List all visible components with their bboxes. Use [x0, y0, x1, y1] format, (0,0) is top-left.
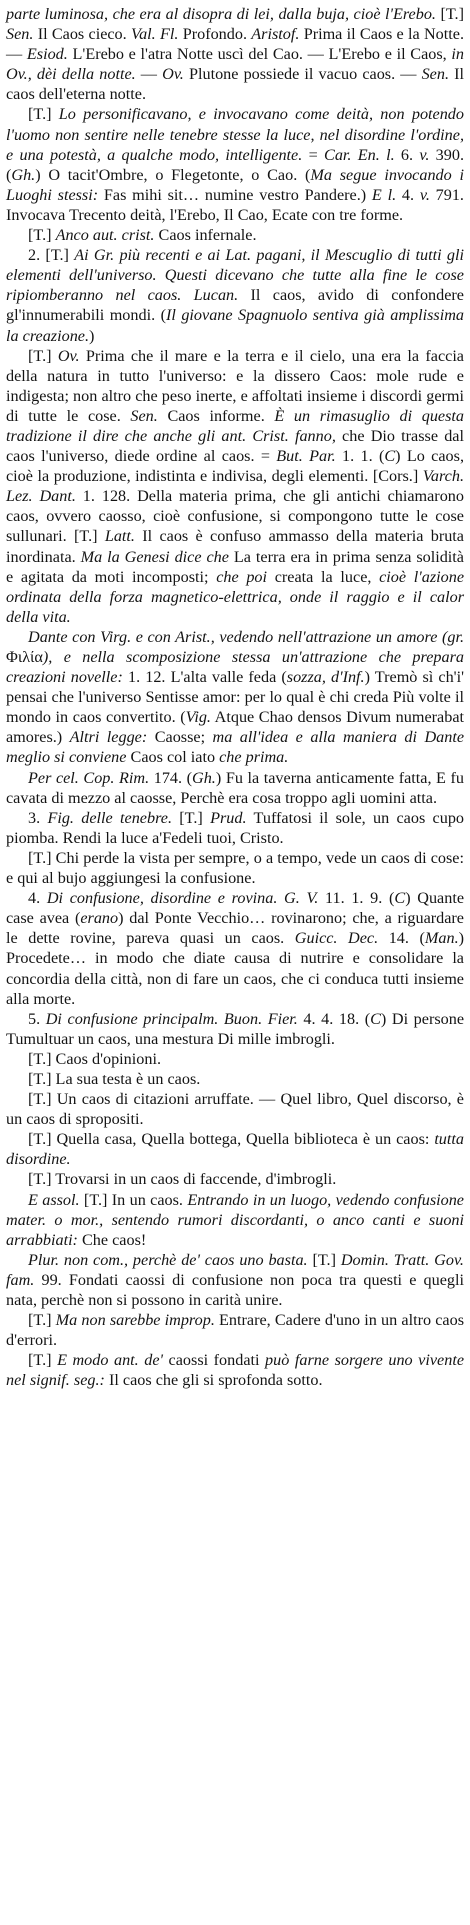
roman-text: [T.] In un caos. [79, 1190, 188, 1209]
italic-text: Aristof. [251, 25, 300, 44]
italic-text: Man. [424, 929, 459, 948]
roman-text: Il caos dell'eterna notte. [6, 65, 465, 104]
roman-text: Il caos è confuso ammasso della materia bruta inordinata. [6, 527, 464, 566]
italic-text: tutta disordine. [6, 1130, 464, 1169]
italic-text: Latt. [104, 527, 135, 546]
italic-text: Guicc. Dec. [294, 929, 379, 948]
entry-paragraph [6, 808, 464, 848]
roman-text: [T.] [28, 105, 59, 124]
italic-text: sozza, d'Inf. [286, 668, 365, 687]
roman-text: 14. ( [378, 929, 425, 948]
italic-text: E modo ant. de' [57, 1351, 164, 1370]
roman-text: [T.] [28, 226, 56, 245]
italic-text: Ai Gr. più recenti e ai Lat. pagani, il Mescuglio di tutti gli elementi dell'universo. Questi dicevano che tutte alla fine le cose ripiomberanno nel caos. Lucan. [6, 246, 465, 305]
roman-text: creata la luce, [267, 567, 380, 586]
roman-text: 5. [28, 1009, 46, 1028]
roman-text: La terra era in prima senza solidità e agitata da moti incomposti; [6, 547, 464, 586]
roman-text: 1. 1. ( [335, 447, 385, 466]
roman-text: = [302, 145, 325, 164]
entry-paragraph [6, 627, 464, 768]
entry-paragraph [6, 346, 464, 627]
italic-text: cioè l'azione ordinata della forza magnetico-elettrica, onde il raggio e il calor della vita. [6, 567, 464, 626]
italic-text: Vig. [185, 708, 211, 727]
roman-text: [T.] Quella casa, Quella bottega, Quella biblioteca è un caos: [28, 1130, 435, 1149]
italic-text: Ov. [162, 65, 184, 84]
roman-text: 99. Fondati caossi di confusione non poca tra questi e quegli nata, perchè non si possono in carità unire. [6, 1270, 464, 1309]
italic-text: Plur. non com., perchè de' caos uno basta. [28, 1250, 308, 1269]
roman-text: ) Procedete… in modo che diate causa di nutrire e consolidare la concordia della città, non di fare un caos, che ci conduca tutti insieme alla morte. [6, 929, 465, 1008]
roman-text: 4. [28, 889, 47, 908]
italic-text: può farne sorgere uno vivente nel signif. seg.: [6, 1351, 465, 1390]
roman-text: Il Caos cieco. [33, 25, 131, 44]
italic-text: in Ov., dèi della notte. [6, 45, 464, 84]
entry-paragraph [6, 1089, 464, 1129]
roman-text: 4. [396, 185, 420, 204]
italic-text: Di confusione principalm. Buon. Fier. [45, 1009, 298, 1028]
roman-text: ) Fu la taverna anticamente fatta, E fu cavata di mezzo al caosse, Perchè era cosa troppo agli uomini atta. [6, 768, 465, 807]
italic-text: Sen. [130, 406, 158, 425]
entry-paragraph [6, 1250, 464, 1310]
italic-text: Car. En. l. [324, 145, 395, 164]
roman-text: 11. 1. 9. ( [318, 889, 395, 908]
entry-paragraph [6, 1169, 464, 1189]
roman-text: Caos infernale. [154, 226, 257, 245]
roman-text: Il caos che gli si sprofonda sotto. [104, 1371, 323, 1390]
italic-text: È un rimasuglio di questa tradizione il dire che anche gli ant. Crist. fanno, [6, 406, 464, 445]
roman-text: [T.] [307, 1250, 341, 1269]
roman-text: Φιλία [6, 648, 43, 666]
italic-text: Anco aut. crist. [55, 226, 155, 245]
entry-paragraph [6, 1009, 464, 1049]
italic-text: che poi [216, 567, 268, 586]
roman-text: ) [89, 326, 95, 345]
italic-text: v. [419, 145, 430, 164]
roman-text: 2. [T.] [28, 246, 75, 265]
italic-text: che prima. [219, 748, 289, 767]
italic-text: Ma non sarebbe improp. [55, 1311, 215, 1330]
roman-text: Caos informe. [157, 406, 275, 425]
roman-text: [T.] La sua testa è un caos. [28, 1069, 201, 1088]
roman-text: [T.] [28, 346, 58, 365]
italic-text: Prud. [210, 808, 247, 827]
italic-text: Per cel. Cop. Rim. [28, 768, 150, 787]
roman-text: Atque Chao densos Divum numerabat amores.) [6, 708, 464, 747]
entry-paragraph [6, 1129, 464, 1169]
roman-text: Profondo. [178, 25, 252, 44]
roman-text: 390. ( [6, 145, 465, 184]
roman-text: Tuffatosi il sole, un caos cupo piomba. Rendi la luce a'Fedeli tuoi, Cristo. [6, 808, 465, 847]
italic-text: Lo personificavano, e invocavano come deità, non potendo l'uomo non sentire nelle tenebre stesse la luce, nel disordine l'ordine, e una potestà, a qualche modo, intelligente. [6, 105, 464, 164]
roman-text: 791. Invocava Trecento deità, l'Erebo, Il Cao, Ecate con tre forme. [6, 185, 464, 224]
entry-paragraph [6, 104, 464, 225]
roman-text: [T.] [28, 1351, 58, 1370]
roman-text: Plutone possiede il vacuo caos. — [183, 65, 422, 84]
italic-text: Val. Fl. [130, 25, 179, 44]
italic-text: v. [419, 185, 430, 204]
entry-paragraph [6, 1350, 464, 1390]
roman-text: Prima che il mare e la terra e il cielo, una era la faccia della natura in tutto l'universo: e la dissero Caos: mole rude e indigesta; non altro che peso inerte, e affoltati insieme i discordi germi di tutte le cose. [6, 346, 464, 425]
italic-text: Ov. [57, 346, 80, 365]
roman-text: ) Tremò sì ch'i' pensai che l'universo Sentisse amor: per lo qual è chi creda Più volte il mondo in caos convertito. ( [6, 668, 465, 727]
roman-text: 6. [394, 145, 420, 164]
roman-text: L'Erebo e l'atra Notte uscì del Cao. — L'Erebo e il Caos, [67, 45, 452, 64]
roman-text: Il caos, avido di confondere gl'innumerabili mondi. ( [6, 286, 464, 325]
italic-text: Il giovane Spagnuolo sentiva già amplissima la creazione. [6, 306, 465, 345]
italic-text: Fig. delle tenebre. [47, 808, 172, 827]
italic-text: Altri legge: [69, 728, 148, 747]
entry-paragraph [6, 1310, 464, 1350]
italic-text: C [370, 1009, 381, 1028]
entry-paragraph [6, 1190, 464, 1250]
italic-text: Entrando in un luogo, vedendo confusione mater. o mor., sentendo rumori discordanti, o anco canti e suoni arrabbiati: [6, 1190, 464, 1249]
italic-text: E assol. [28, 1190, 80, 1209]
italic-text: ), e nella scomposizione stessa un'attrazione che prepara creazioni novelle: [6, 648, 464, 687]
italic-text: parte luminosa, che era al disopra di lei, dalla buja, cioè l'Erebo. [6, 5, 441, 23]
italic-text: Esiod. [26, 45, 68, 64]
roman-text: [T.] [440, 5, 464, 23]
italic-text: erano [80, 909, 119, 928]
entry-paragraph [6, 1069, 464, 1089]
italic-text: Sen. [6, 25, 34, 44]
roman-text: ) Quante case avea ( [6, 889, 465, 928]
italic-text: Gh. [11, 165, 36, 184]
italic-text: Domin. Tratt. Gov. fam. [6, 1250, 464, 1289]
italic-text: Dante con Virg. e con Arist., vedendo nell'attrazione un amore (gr. [28, 627, 464, 646]
roman-text: [T.] Trovarsi in un caos di faccende, d'imbrogli. [28, 1170, 337, 1189]
italic-text: Varch. Lez. Dant. [6, 467, 464, 506]
italic-text: Gh. [192, 768, 216, 787]
italic-text: Sen. [421, 65, 449, 84]
roman-text: — [135, 65, 163, 84]
roman-text: ) Di persone Tumultuar un caos, una mestura Di mille imbrogli. [6, 1009, 465, 1048]
italic-text: Ma segue invocando i Luoghi stessi: [6, 165, 464, 204]
entry-paragraph [6, 245, 464, 345]
entry-paragraph [6, 768, 464, 808]
italic-text: Di confusione, disordine e rovina. G. V. [46, 889, 319, 908]
roman-text: [T.] Chi perde la vista per sempre, o a tempo, vede un caos di cose: e qui al bujo aggiungesi la confusione. [6, 848, 464, 888]
roman-text: ) O tacit'Ombre, o Flegetonte, o Cao. ( [35, 165, 311, 184]
entry-paragraph [6, 888, 464, 1009]
entry-paragraph [6, 1049, 464, 1069]
italic-text: C [384, 447, 396, 466]
roman-text: [T.] [28, 1311, 56, 1330]
roman-text: Prima il Caos e la Notte. — [6, 25, 464, 64]
roman-text: che Dio trasse dal caos l'universo, diede ordine al caos. = [6, 426, 464, 466]
entry-paragraph [6, 4, 464, 104]
roman-text: caossi fondati [163, 1351, 266, 1370]
italic-text: C [394, 889, 406, 908]
roman-text: [T.] Caos d'opinioni. [28, 1049, 162, 1068]
dictionary-entry-column [6, 4, 464, 1390]
entry-paragraph [6, 225, 464, 245]
italic-text: ma all'idea e alla maniera di Dante meglio si conviene [6, 728, 465, 767]
roman-text: 4. 4. 18. ( [297, 1009, 371, 1028]
italic-text: But. Par. [276, 447, 336, 466]
roman-text: Che caos! [77, 1230, 147, 1249]
roman-text: 174. ( [149, 768, 193, 787]
roman-text: Caosse; [147, 728, 213, 747]
italic-text: E l. [371, 185, 397, 204]
roman-text: ) Lo caos, cioè la produzione, indistinta e indivisa, degli elementi. [Cors.] [6, 447, 464, 486]
roman-text: [T.] Un caos di citazioni arruffate. — Quel libro, Quel discorso, è un caos di spropositi. [6, 1090, 464, 1129]
roman-text: [T.] [172, 808, 211, 827]
italic-text: Ma la Genesi dice che [80, 547, 229, 566]
roman-text: 1. 12. L'alta valle feda ( [122, 668, 287, 687]
roman-text: Fas mihi sit… numine vestro Pandere.) [98, 185, 372, 204]
roman-text: Caos col iato [126, 748, 220, 767]
roman-text: Entrare, Cadere d'uno in un altro caos d'errori. [6, 1311, 464, 1350]
entry-paragraph [6, 848, 464, 888]
roman-text: 1. 128. Della materia prima, che gli antichi chiamarono caos, ovvero caosso, cioè confusione, si compongono tutte le cose sullunari. [T.] [6, 487, 464, 546]
roman-text: ) dal Ponte Vecchio… rovinarono; che, a riguardare le dette rovine, pareva quasi un caos. [6, 909, 464, 948]
roman-text: 3. [28, 808, 48, 827]
